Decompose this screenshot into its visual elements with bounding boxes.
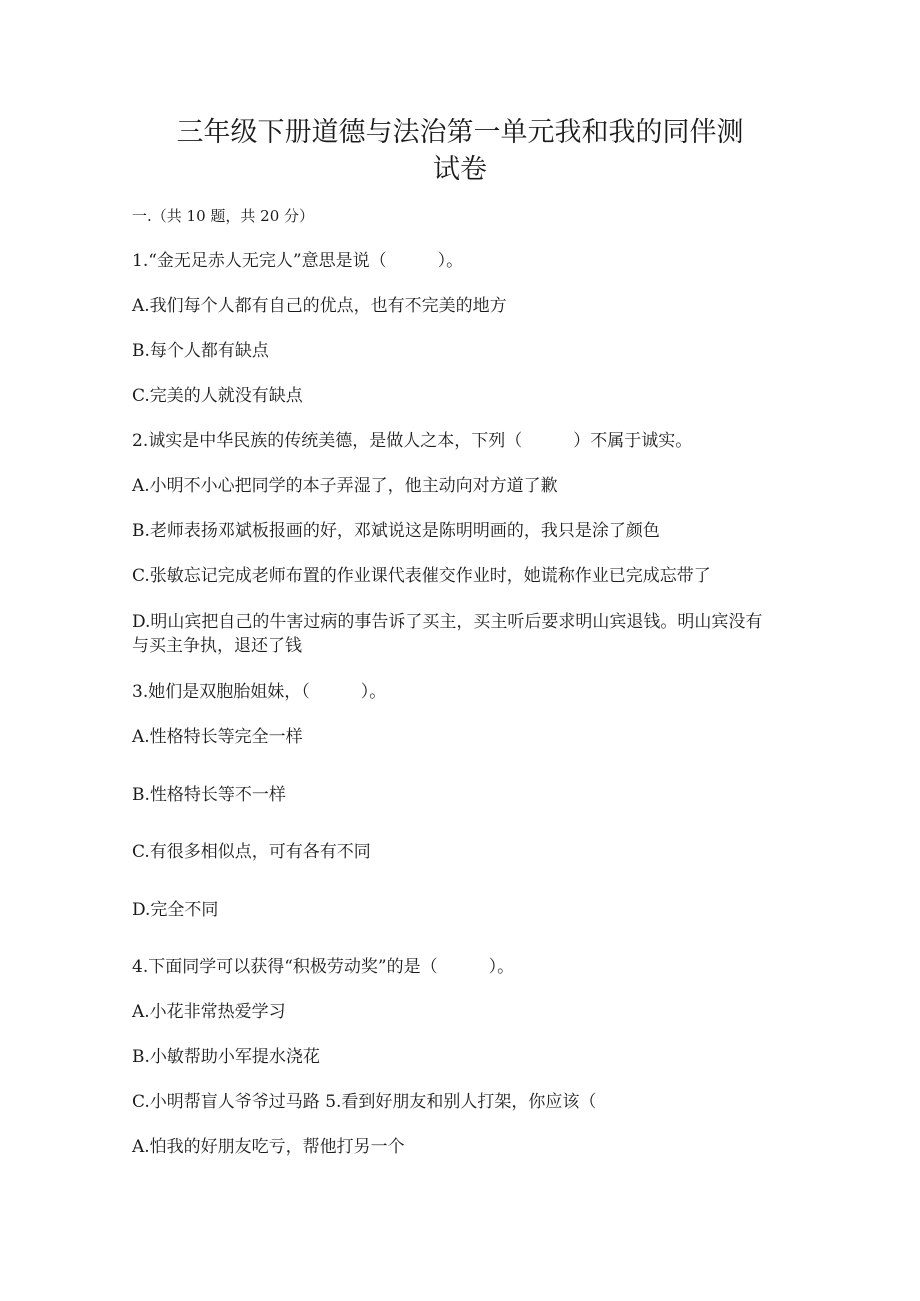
question-stem: 2.诚实是中华民族的传统美德，是做人之本，下列（ ）不属于诚实。 (132, 431, 693, 451)
question-option: C.张敏忘记完成老师布置的作业课代表催交作业时，她谎称作业已完成忘带了 (132, 566, 711, 586)
question-option: B.小敏帮助小军提水浇花 (132, 1047, 320, 1067)
question-option: C.小明帮盲人爷爷过马路 5.看到好朋友和别人打架，你应该（ (132, 1092, 597, 1112)
question-option: B.每个人都有缺点 (132, 341, 269, 361)
question-option: A.怕我的好朋友吃亏，帮他打另一个 (132, 1137, 405, 1157)
question-option: B.老师表扬邓斌板报画的好，邓斌说这是陈明明画的，我只是涂了颜色 (132, 521, 660, 541)
section-heading: 一.（共 10 题，共 20 分） (132, 207, 315, 225)
question-stem: 4.下面同学可以获得“积极劳动奖”的是（ ）。 (132, 957, 515, 977)
page-title-continued: 试卷 (433, 154, 487, 185)
question-option: A.我们每个人都有自己的优点，也有不完美的地方 (132, 296, 507, 316)
question-option: A.性格特长等完全一样 (132, 727, 303, 747)
question-option: A.小明不小心把同学的本子弄湿了，他主动向对方道了歉 (132, 476, 558, 496)
question-option: C.有很多相似点，可有各有不同 (132, 842, 371, 862)
question-option: D.明山宾把自己的牛害过病的事告诉了买主，买主听后要求明山宾退钱。明山宾没有与买主争执，退还了钱 (132, 612, 763, 656)
question-stem: 3.她们是双胞胎姐妹，（ ）。 (132, 682, 387, 702)
question-option: A.小花非常热爱学习 (132, 1002, 286, 1022)
question-stem: 1.“金无足赤人无完人”意思是说（ ）。 (132, 251, 464, 271)
question-option: D.完全不同 (132, 900, 219, 920)
question-option: B.性格特长等不一样 (132, 785, 286, 805)
question-option: C.完美的人就没有缺点 (132, 386, 303, 406)
page-title: 三年级下册道德与法治第一单元我和我的同伴测 (176, 117, 744, 148)
